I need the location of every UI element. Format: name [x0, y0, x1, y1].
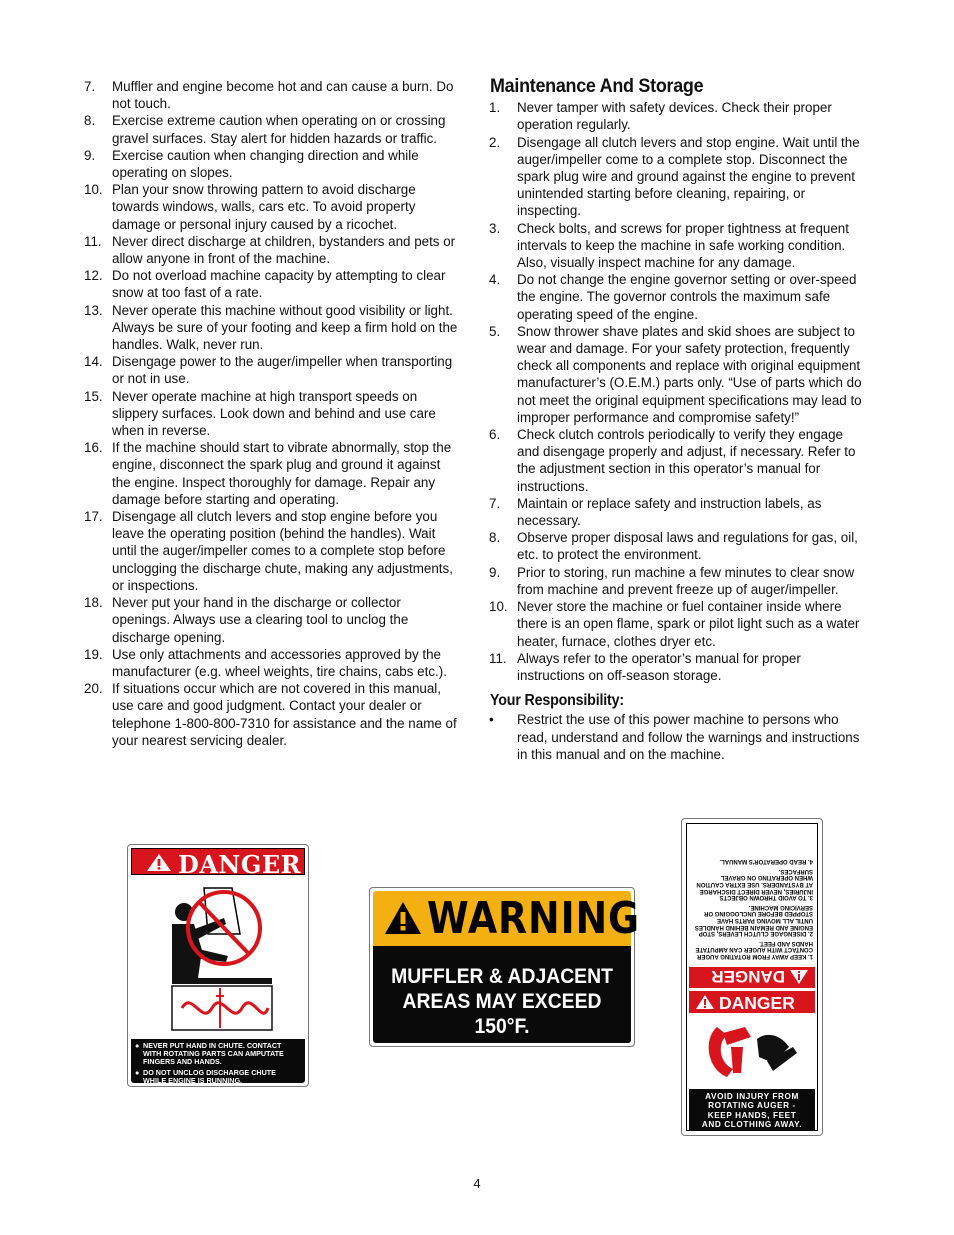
item-number: 20. [84, 681, 103, 697]
list-item [84, 147, 462, 181]
warning-line: AREAS MAY EXCEED [402, 989, 602, 1013]
item-text: If situations occur which are not covered in this manual, use care and good judgment. Contact your dealer or telephone 1-800-800-7310 for assistance and the name of your nearest servicing dealer. [112, 681, 457, 748]
responsibility-heading: Your Responsibility: [490, 692, 624, 710]
item-number: 8. [489, 530, 501, 546]
auger-danger-header [689, 991, 815, 1013]
inverted-danger-header [689, 967, 815, 988]
auger-line: ROTATING AUGER - [708, 1101, 796, 1111]
auger-text-block [689, 1089, 815, 1130]
auger-line: KEEP HANDS, FEET [707, 1110, 797, 1120]
item-text: Check bolts, and screws for proper tightness at frequent intervals to keep the machine in safe working condition. Also, visually inspect machine for any damage. [517, 220, 849, 271]
inverted-instruction-line: 1. KEEP AWAY FROM ROTATING AUGER CONTACT WITH AUGER CAN AMPUTATE HANDS AND FEET. [695, 939, 813, 959]
safety-rules-list [84, 78, 462, 749]
item-text: Prior to storing, run machine a few minutes to clear snow from machine and prevent freeze up of auger/impeller. [517, 564, 855, 597]
item-text: Never operate machine at high transport speeds on slippery surfaces. Look down and behind and use care when in reverse. [112, 388, 436, 439]
list-item [84, 112, 462, 146]
left-column [84, 78, 462, 749]
item-text: Never operate this machine without good visibility or light. Always be sure of your footing and keep a firm hold on the handles. Walk, never run. [112, 302, 458, 353]
item-text: Never direct discharge at children, bystanders and pets or allow anyone in front of the machine. [112, 233, 456, 267]
danger-chute-text-block [131, 1039, 305, 1112]
item-number: 14. [84, 354, 103, 370]
item-number: 13. [84, 302, 103, 318]
item-number: 15. [84, 388, 103, 404]
hand-in-chute-pictogram [132, 878, 304, 1036]
list-item [489, 564, 869, 598]
item-text: Exercise extreme caution when operating on or crossing gravel surfaces. Stay alert for hidden hazards or traffic. [112, 113, 446, 146]
item-number: 10. [84, 182, 103, 198]
item-text: If the machine should start to vibrate abnormally, stop the engine, disconnect the spark plug and ground it against the engine. Inspect thoroughly for damage. Repair any damage before starting and operating. [112, 440, 452, 507]
item-number: 2. [489, 134, 501, 150]
danger-auger-label [681, 818, 823, 1136]
bullet-text: Restrict the use of this power machine to persons who read, understand and follow the warnings and instructions in this manual and on the machine. [517, 712, 860, 762]
danger-word: DANGER [178, 850, 302, 879]
maintenance-heading: Maintenance And Storage [490, 75, 704, 97]
list-item [84, 233, 462, 267]
item-number: 16. [84, 440, 103, 456]
auger-danger-word: DANGER [719, 993, 795, 1013]
inverted-instruction-line: 2. DISENGAGE CLUTCH LEVERS, STOP ENGINE AND REMAIN BEHIND HANDLES UNTIL ALL MOVING PARTS HAVE STOPPED BEFORE UNCLOGGING OR SERVICING MACHINE. [694, 903, 813, 937]
list-item [489, 323, 869, 426]
item-number: 11. [84, 233, 102, 249]
item-text: Maintain or replace safety and instruction labels, as necessary. [517, 495, 822, 529]
list-item [489, 495, 869, 529]
danger-chute-line-text: NEVER PUT HAND IN CHUTE. CONTACT WITH ROTATING PARTS CAN AMPUTATE FINGERS AND HANDS. [143, 1041, 284, 1066]
auger-line: AVOID INJURY FROM [705, 1092, 799, 1101]
list-item [84, 508, 462, 594]
item-number: 19. [84, 646, 103, 662]
bullet-item [489, 711, 869, 763]
list-item [84, 439, 462, 508]
warning-body [373, 946, 631, 1043]
item-text: Disengage all clutch levers and stop engine before you leave the operating position (behind the handles). Wait until the auger/impeller comes to a complete stop before unclogging the discharge chute, making any adjustments, or inspections. [112, 509, 453, 593]
item-text: Exercise caution when changing direction and while operating on slopes. [112, 147, 419, 181]
inverted-danger-section [687, 824, 817, 989]
item-text: Always refer to the operator’s manual for proper instructions on off-season storage. [517, 650, 801, 683]
danger-chute-line-text: SHUT OFF ENGINE AND REMAIN BEHIND HANDLES UNTIL ALL MOVING PARTS HAVE STOPPED BEFORE UNCLOGGING. [143, 1087, 295, 1112]
danger-chute-label [127, 844, 309, 1112]
item-number: 7. [489, 495, 501, 511]
list-item [84, 78, 462, 112]
item-text: Do not overload machine capacity by attempting to clear snow at too fast of a rate. [112, 268, 446, 301]
item-number: 3. [489, 220, 501, 236]
item-number: 1. [489, 100, 501, 116]
list-item [489, 134, 869, 220]
list-item [84, 181, 462, 233]
item-text: Never put your hand in the discharge or collector openings. Always use a clearing tool to unclog the discharge opening. [112, 595, 409, 645]
item-text: Check clutch controls periodically to verify they engage and disengage properly and adjust, if necessary. Refer to the adjustment section in this operator’s manual for instructions. [517, 427, 856, 494]
danger-header [131, 848, 305, 879]
list-item [84, 267, 462, 301]
list-item [489, 220, 869, 272]
item-text: Muffler and engine become hot and can cause a burn. Do not touch. [112, 79, 454, 112]
warning-word: WARNING [427, 893, 640, 944]
warning-triangle-icon [146, 853, 172, 872]
item-number: 8. [84, 113, 96, 129]
item-number: 7. [84, 79, 96, 94]
list-item [489, 529, 869, 563]
inverted-instructions [691, 855, 813, 959]
item-number: 6. [489, 427, 501, 443]
danger-chute-line-text: DO NOT UNCLOG DISCHARGE CHUTE WHILE ENGINE IS RUNNING. [143, 1068, 276, 1085]
item-number: 5. [489, 323, 501, 339]
item-text: Do not change the engine governor setting or over-speed the engine. The governor controls the maximum safe operating speed of the engine. [517, 272, 857, 322]
warning-triangle-icon [695, 994, 715, 1010]
warning-muffler-label [369, 887, 640, 1047]
item-text: Snow thrower shave plates and skid shoes are subject to wear and damage. For your safety protection, frequently check all components and replace with original equipment manufacturer’s (O.E.M.) parts only. “Use of parts which do not meet the original equipment specifications may lead to improper performance and compromise safety!” [517, 323, 862, 425]
item-number: 18. [84, 595, 103, 611]
list-item [489, 598, 869, 650]
right-column [489, 75, 869, 763]
warning-line: 150°F. [474, 1014, 530, 1038]
item-text: Use only attachments and accessories approved by the manufacturer (e.g. wheel weights, tire chains, cabs etc.). [112, 646, 447, 679]
list-item [84, 302, 462, 354]
item-text: Disengage power to the auger/impeller when transporting or not in use. [112, 354, 453, 387]
rotating-auger-pictogram [697, 1017, 807, 1089]
item-number: 4. [489, 272, 501, 288]
item-text: Never store the machine or fuel container inside where there is an open flame, spark or pilot light such as a water heater, furnace, clothes dryer etc. [517, 599, 860, 649]
inverted-instruction-line: 4. READ OPERATOR'S MANUAL. [719, 858, 813, 865]
item-text: Disengage all clutch levers and stop engine. Wait until the auger/impeller come to a complete stop. Disconnect the spark plug wire and ground against the engine to prevent unintended starting before cleaning, repairing, or inspecting. [517, 134, 860, 219]
bullet-glyph: ● [135, 1041, 140, 1050]
auger-line: AND CLOTHING AWAY. [701, 1119, 803, 1129]
danger-chute-line [135, 1042, 301, 1066]
bullet-glyph: ● [135, 1087, 140, 1096]
list-item [489, 426, 869, 495]
item-number: 17. [84, 509, 103, 525]
item-text: Observe proper disposal laws and regulations for gas, oil, etc. to protect the environment. [517, 530, 858, 563]
list-item [84, 680, 462, 749]
responsibility-list [489, 711, 869, 763]
item-number: 9. [84, 147, 96, 163]
maintenance-list [489, 99, 869, 684]
warning-triangle-icon [789, 969, 809, 985]
danger-chute-line [135, 1088, 301, 1112]
item-number: 9. [489, 564, 501, 580]
page-number: 4 [473, 1176, 481, 1191]
warning-triangle-icon [383, 900, 423, 936]
inverted-danger-word: DANGER [711, 967, 785, 986]
list-item [84, 594, 462, 646]
list-item [84, 353, 462, 387]
danger-auger-inner [686, 823, 818, 1131]
bullet-glyph: • [489, 712, 494, 728]
item-text: Plan your snow throwing pattern to avoid discharge towards windows, walls, cars etc. To avoid property damage or personal injury caused by a ricochet. [112, 182, 416, 232]
item-number: 12. [84, 268, 103, 284]
item-number: 11. [489, 650, 507, 666]
list-item [489, 271, 869, 323]
list-item [84, 646, 462, 680]
danger-chute-line [135, 1069, 301, 1085]
warning-line: MUFFLER & ADJACENT [391, 964, 613, 988]
list-item [489, 650, 869, 684]
bullet-glyph: ● [135, 1068, 140, 1077]
list-item [84, 388, 462, 440]
warning-header [373, 891, 640, 946]
list-item [489, 99, 869, 133]
inverted-instruction-line: 3. TO AVOID THROWN OBJECTS INJURIES, NEVER DIRECT DISCHARGE AT BYSTANDERS. USE EXTRA CAUTION WHEN OPERATING ON GRAVEL SURFACES. [696, 867, 813, 901]
item-text: Never tamper with safety devices. Check their proper operation regularly. [517, 100, 832, 133]
item-number: 10. [489, 599, 508, 615]
